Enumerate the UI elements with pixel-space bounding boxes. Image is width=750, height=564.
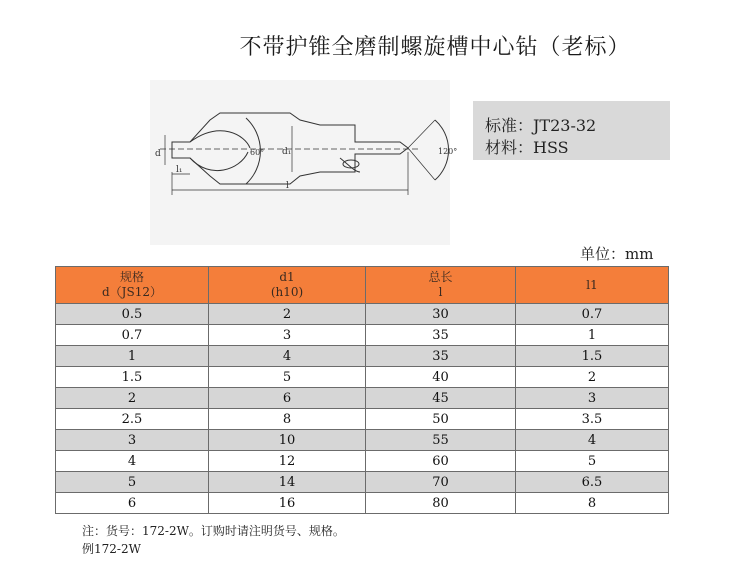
table-cell: 45 (366, 388, 516, 409)
table-cell: 5 (516, 451, 669, 472)
table-row (56, 325, 669, 346)
table-cell: 1 (516, 325, 669, 346)
table-cell: 10 (209, 430, 366, 451)
table-row (56, 409, 669, 430)
label-l: l (286, 181, 289, 191)
standard-box (473, 101, 670, 160)
table-cell: 2.5 (56, 409, 209, 430)
table-cell: 3.5 (516, 409, 669, 430)
label-angle-60: 60° (250, 148, 265, 157)
table-cell: 30 (366, 304, 516, 325)
table-cell: 0.5 (56, 304, 209, 325)
center-drill-drawing (150, 80, 458, 245)
note-line: 例172-2W (82, 542, 141, 556)
table-row (56, 388, 669, 409)
table-cell: 1 (56, 346, 209, 367)
unit-label: 单位：mm (580, 245, 654, 263)
table-cell: 8 (209, 409, 366, 430)
label-l1: l₁ (176, 165, 183, 175)
table-row (56, 304, 669, 325)
table-header-row (56, 267, 669, 304)
table-cell: 4 (209, 346, 366, 367)
table-cell: 6 (56, 493, 209, 514)
table-cell: 35 (366, 346, 516, 367)
table-cell: 40 (366, 367, 516, 388)
table-cell: 3 (209, 325, 366, 346)
standard-line: 标准：JT23-32 (485, 116, 597, 135)
page-title: 不带护锥全磨制螺旋槽中心钻（老标） (239, 35, 631, 60)
label-d: d (155, 149, 161, 159)
table-cell: 1.5 (56, 367, 209, 388)
table-cell: 2 (516, 367, 669, 388)
spec-table (55, 266, 669, 514)
table-cell: 50 (366, 409, 516, 430)
table-cell: 8 (516, 493, 669, 514)
table-cell: 4 (56, 451, 209, 472)
center-drill-diagram (150, 80, 458, 245)
table-cell: 3 (516, 388, 669, 409)
table-cell: 6.5 (516, 472, 669, 493)
table-cell: 6 (209, 388, 366, 409)
table-row (56, 367, 669, 388)
table-row (56, 493, 669, 514)
table-cell: 2 (56, 388, 209, 409)
table-cell: 5 (56, 472, 209, 493)
table-row (56, 346, 669, 367)
material-line: 材料：HSS (485, 138, 569, 157)
table-cell: 12 (209, 451, 366, 472)
note-line: 注：货号：172-2W。订购时请注明货号、规格。 (82, 524, 345, 538)
table-cell: 5 (209, 367, 366, 388)
table-cell: 1.5 (516, 346, 669, 367)
label-angle-120: 120° (438, 147, 458, 156)
header-cell: d1 (h10) (209, 267, 366, 304)
table-cell: 3 (56, 430, 209, 451)
table-row (56, 451, 669, 472)
table-cell: 16 (209, 493, 366, 514)
table-cell: 14 (209, 472, 366, 493)
label-d1: d₁ (282, 147, 292, 157)
header-cell: 总长 l (366, 267, 516, 304)
table-cell: 0.7 (516, 304, 669, 325)
footnote (82, 522, 345, 558)
table-cell: 4 (516, 430, 669, 451)
table-cell: 2 (209, 304, 366, 325)
header-cell: l1 (516, 267, 669, 304)
table-cell: 35 (366, 325, 516, 346)
table-cell: 0.7 (56, 325, 209, 346)
table-cell: 60 (366, 451, 516, 472)
table-row (56, 430, 669, 451)
table-cell: 70 (366, 472, 516, 493)
header-cell: 规格 d（JS12） (56, 267, 209, 304)
table-row (56, 472, 669, 493)
table-cell: 80 (366, 493, 516, 514)
table-cell: 55 (366, 430, 516, 451)
